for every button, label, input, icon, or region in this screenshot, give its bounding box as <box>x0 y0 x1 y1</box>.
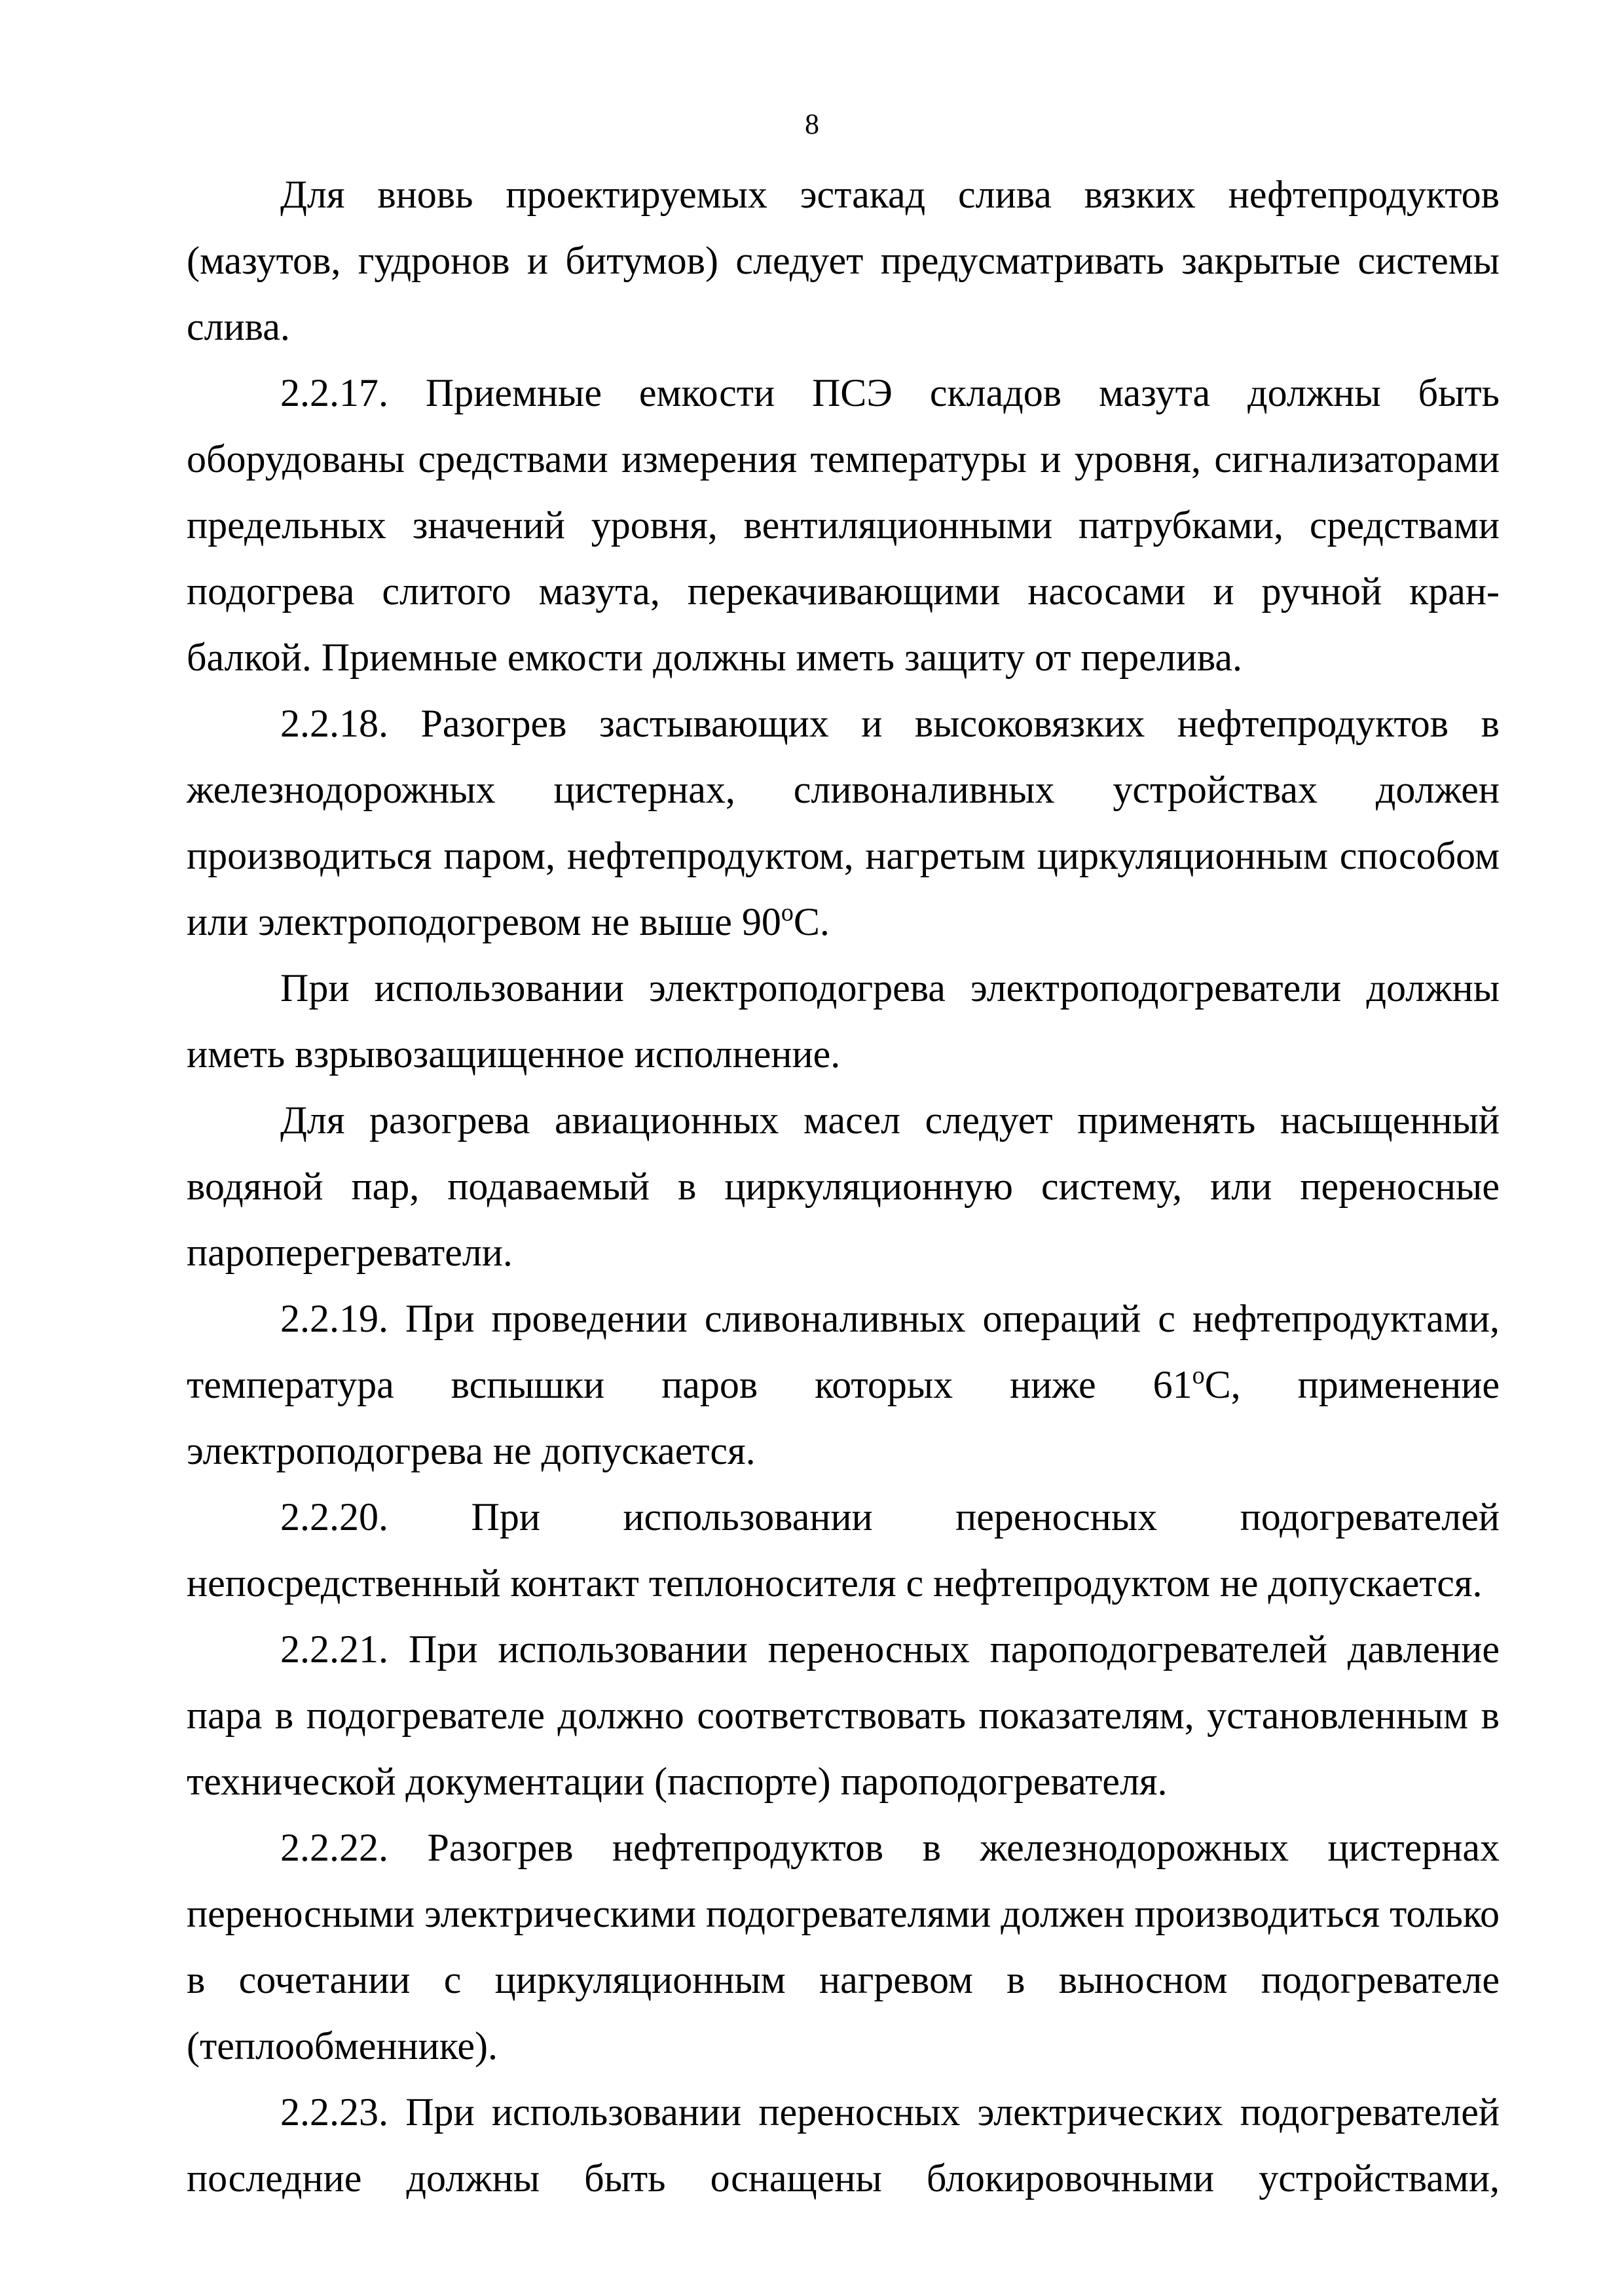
paragraph-2-2-19 <box>187 1286 1500 1484</box>
degree-sign: o <box>1192 1362 1205 1389</box>
paragraph-2-2-18 <box>187 691 1500 955</box>
paragraph-2-2-18-unit: C. <box>793 900 830 943</box>
paragraph-2-2-22: 2.2.22. Разогрев нефтепродуктов в железнодорожных цистернах переносными электрическими подогревателями должен производиться только в сочетании с циркуляционным нагревом в выносном подогревателе (теплообменнике). <box>187 1826 1500 2068</box>
paragraph-explosion-proof: При использовании электроподогрева электроподогреватели должны иметь взрывозащищенное исполнение. <box>187 966 1500 1076</box>
paragraph-2-2-19-rest: C, применение электроподогрева не допускается. <box>187 1363 1500 1472</box>
degree-sign: o <box>781 899 794 926</box>
paragraph-2-2-18-text: 2.2.18. Разогрев застывающих и высоковязких нефтепродуктов в железнодорожных цистернах, сливоналивных устройствах должен производиться паром, нефтепродуктом, нагретым циркуляционным способом или электроподогревом не выше 90 <box>187 702 1500 943</box>
page-number: 8 <box>805 108 819 140</box>
paragraph-2-2-23: 2.2.23. При использовании переносных электрических подогревателей последние должны быть оснащены блокировочными устройствами, <box>187 2090 1500 2200</box>
paragraph-viscous-products-discharge: Для вновь проектируемых эстакад слива вязких нефтепродуктов (мазутов, гудронов и битумов) следует предусматривать закрытые системы слива. <box>187 173 1500 348</box>
paragraph-aviation-oils: Для разогрева авиационных масел следует применять насыщенный водяной пар, подаваемый в циркуляционную систему, или переносные пароперегреватели. <box>187 1099 1500 1274</box>
paragraph-2-2-20: 2.2.20. При использовании переносных подогревателей непосредственный контакт теплоносителя с нефтепродуктом не допускается. <box>187 1495 1500 1605</box>
paragraph-2-2-19-text: 2.2.19. При проведении сливоналивных операций с нефтепродуктами, температура вспышки паров которых ниже 61 <box>187 1297 1500 1406</box>
document-body <box>187 162 1500 2212</box>
paragraph-2-2-21: 2.2.21. При использовании переносных пароподогревателей давление пара в подогревателе должно соответствовать показателям, установленным в технической документации (паспорте) пароподогревателя. <box>187 1628 1500 1803</box>
paragraph-2-2-17: 2.2.17. Приемные емкости ПСЭ складов мазута должны быть оборудованы средствами измерения температуры и уровня, сигнализаторами предельных значений уровня, вентиляционными патрубками, средствами подогрева слитого мазута, перекачивающими насосами и ручной кран-балкой. Приемные емкости должны иметь защиту от перелива. <box>187 371 1500 679</box>
